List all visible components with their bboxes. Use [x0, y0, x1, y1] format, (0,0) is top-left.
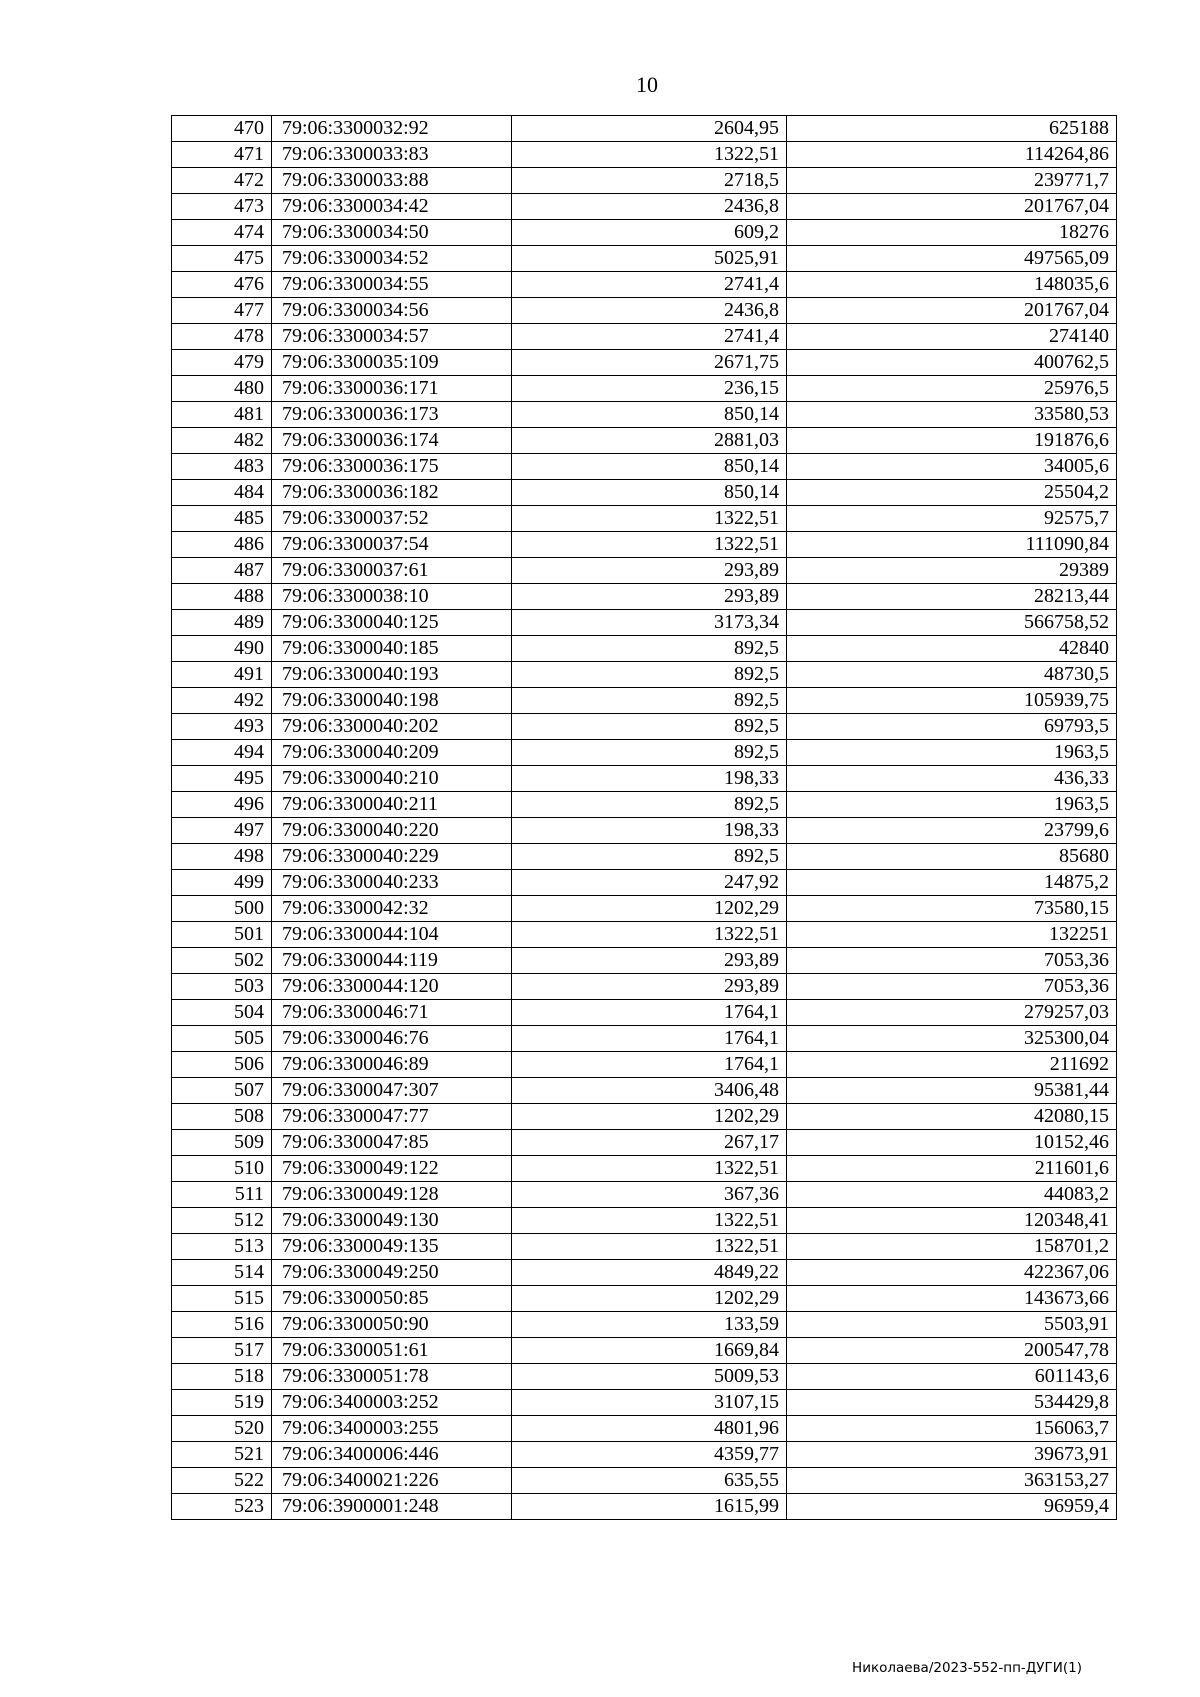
table-row — [172, 896, 1117, 922]
row-number-cell: 517 — [172, 1338, 272, 1364]
table-row — [172, 194, 1117, 220]
table-row — [172, 584, 1117, 610]
area-cell: 293,89 — [512, 584, 787, 610]
cadastral-number-cell: 79:06:3400006:446 — [272, 1442, 512, 1468]
cadastral-number-cell: 79:06:3300037:52 — [272, 506, 512, 532]
area-cell: 1322,51 — [512, 1234, 787, 1260]
table-row — [172, 818, 1117, 844]
row-number-cell: 513 — [172, 1234, 272, 1260]
value-cell: 625188 — [787, 116, 1117, 142]
area-cell: 1202,29 — [512, 896, 787, 922]
table-row — [172, 870, 1117, 896]
cadastral-number-cell: 79:06:3300049:250 — [272, 1260, 512, 1286]
row-number-cell: 493 — [172, 714, 272, 740]
area-cell: 2436,8 — [512, 194, 787, 220]
cadastral-number-cell: 79:06:3300051:61 — [272, 1338, 512, 1364]
area-cell: 635,55 — [512, 1468, 787, 1494]
value-cell: 7053,36 — [787, 974, 1117, 1000]
cadastral-number-cell: 79:06:3300033:83 — [272, 142, 512, 168]
row-number-cell: 483 — [172, 454, 272, 480]
table-row — [172, 610, 1117, 636]
table-row — [172, 1000, 1117, 1026]
table-row — [172, 480, 1117, 506]
row-number-cell: 498 — [172, 844, 272, 870]
table-row — [172, 1338, 1117, 1364]
area-cell: 892,5 — [512, 688, 787, 714]
cadastral-number-cell: 79:06:3300038:10 — [272, 584, 512, 610]
value-cell: 25976,5 — [787, 376, 1117, 402]
table-row — [172, 1260, 1117, 1286]
row-number-cell: 484 — [172, 480, 272, 506]
row-number-cell: 486 — [172, 532, 272, 558]
value-cell: 33580,53 — [787, 402, 1117, 428]
area-cell: 1322,51 — [512, 506, 787, 532]
cadastral-number-cell: 79:06:3300046:76 — [272, 1026, 512, 1052]
cadastral-number-cell: 79:06:3300044:119 — [272, 948, 512, 974]
table-row — [172, 168, 1117, 194]
table-row — [172, 220, 1117, 246]
value-cell: 363153,27 — [787, 1468, 1117, 1494]
value-cell: 1963,5 — [787, 740, 1117, 766]
cadastral-number-cell: 79:06:3300040:220 — [272, 818, 512, 844]
area-cell: 1322,51 — [512, 1156, 787, 1182]
area-cell: 4359,77 — [512, 1442, 787, 1468]
value-cell: 201767,04 — [787, 194, 1117, 220]
value-cell: 279257,03 — [787, 1000, 1117, 1026]
cadastral-number-cell: 79:06:3300040:202 — [272, 714, 512, 740]
row-number-cell: 516 — [172, 1312, 272, 1338]
row-number-cell: 521 — [172, 1442, 272, 1468]
cadastral-number-cell: 79:06:3300040:233 — [272, 870, 512, 896]
value-cell: 601143,6 — [787, 1364, 1117, 1390]
area-cell: 1322,51 — [512, 922, 787, 948]
row-number-cell: 512 — [172, 1208, 272, 1234]
area-cell: 293,89 — [512, 558, 787, 584]
value-cell: 201767,04 — [787, 298, 1117, 324]
cadastral-number-cell: 79:06:3900001:248 — [272, 1494, 512, 1520]
table-row — [172, 1052, 1117, 1078]
cadastral-number-cell: 79:06:3300051:78 — [272, 1364, 512, 1390]
row-number-cell: 505 — [172, 1026, 272, 1052]
table-row — [172, 350, 1117, 376]
row-number-cell: 479 — [172, 350, 272, 376]
page-number: 10 — [636, 72, 658, 97]
table-row — [172, 1286, 1117, 1312]
cadastral-table — [171, 115, 1117, 1520]
row-number-cell: 501 — [172, 922, 272, 948]
area-cell: 892,5 — [512, 844, 787, 870]
area-cell: 2881,03 — [512, 428, 787, 454]
table-row — [172, 1494, 1117, 1520]
value-cell: 42080,15 — [787, 1104, 1117, 1130]
table-row — [172, 636, 1117, 662]
table-row — [172, 324, 1117, 350]
row-number-cell: 489 — [172, 610, 272, 636]
value-cell: 69793,5 — [787, 714, 1117, 740]
value-cell: 1963,5 — [787, 792, 1117, 818]
row-number-cell: 520 — [172, 1416, 272, 1442]
area-cell: 1322,51 — [512, 142, 787, 168]
area-cell: 1202,29 — [512, 1104, 787, 1130]
row-number-cell: 474 — [172, 220, 272, 246]
value-cell: 18276 — [787, 220, 1117, 246]
value-cell: 73580,15 — [787, 896, 1117, 922]
table-row — [172, 1468, 1117, 1494]
value-cell: 92575,7 — [787, 506, 1117, 532]
row-number-cell: 506 — [172, 1052, 272, 1078]
area-cell: 133,59 — [512, 1312, 787, 1338]
row-number-cell: 475 — [172, 246, 272, 272]
table-row — [172, 116, 1117, 142]
area-cell: 1322,51 — [512, 1208, 787, 1234]
row-number-cell: 518 — [172, 1364, 272, 1390]
value-cell: 44083,2 — [787, 1182, 1117, 1208]
table-row — [172, 1208, 1117, 1234]
table-row — [172, 298, 1117, 324]
table-row — [172, 948, 1117, 974]
table-row — [172, 1416, 1117, 1442]
row-number-cell: 500 — [172, 896, 272, 922]
cadastral-number-cell: 79:06:3300036:175 — [272, 454, 512, 480]
cadastral-number-cell: 79:06:3300040:210 — [272, 766, 512, 792]
area-cell: 1764,1 — [512, 1000, 787, 1026]
value-cell: 497565,09 — [787, 246, 1117, 272]
table-row — [172, 766, 1117, 792]
area-cell: 2718,5 — [512, 168, 787, 194]
row-number-cell: 492 — [172, 688, 272, 714]
row-number-cell: 472 — [172, 168, 272, 194]
area-cell: 892,5 — [512, 662, 787, 688]
value-cell: 29389 — [787, 558, 1117, 584]
cadastral-number-cell: 79:06:3300034:56 — [272, 298, 512, 324]
area-cell: 2604,95 — [512, 116, 787, 142]
cadastral-number-cell: 79:06:3300032:92 — [272, 116, 512, 142]
row-number-cell: 496 — [172, 792, 272, 818]
area-cell: 850,14 — [512, 480, 787, 506]
table-row — [172, 974, 1117, 1000]
value-cell: 158701,2 — [787, 1234, 1117, 1260]
row-number-cell: 502 — [172, 948, 272, 974]
area-cell: 892,5 — [512, 714, 787, 740]
value-cell: 48730,5 — [787, 662, 1117, 688]
cadastral-number-cell: 79:06:3300046:71 — [272, 1000, 512, 1026]
row-number-cell: 511 — [172, 1182, 272, 1208]
cadastral-number-cell: 79:06:3300049:122 — [272, 1156, 512, 1182]
value-cell: 96959,4 — [787, 1494, 1117, 1520]
value-cell: 25504,2 — [787, 480, 1117, 506]
table-row — [172, 272, 1117, 298]
row-number-cell: 523 — [172, 1494, 272, 1520]
cadastral-number-cell: 79:06:3400003:252 — [272, 1390, 512, 1416]
value-cell: 191876,6 — [787, 428, 1117, 454]
area-cell: 4801,96 — [512, 1416, 787, 1442]
cadastral-number-cell: 79:06:3300040:209 — [272, 740, 512, 766]
area-cell: 3173,34 — [512, 610, 787, 636]
area-cell: 850,14 — [512, 402, 787, 428]
cadastral-number-cell: 79:06:3300037:61 — [272, 558, 512, 584]
value-cell: 325300,04 — [787, 1026, 1117, 1052]
cadastral-number-cell: 79:06:3300044:104 — [272, 922, 512, 948]
value-cell: 28213,44 — [787, 584, 1117, 610]
table-row — [172, 1104, 1117, 1130]
row-number-cell: 508 — [172, 1104, 272, 1130]
cadastral-number-cell: 79:06:3300034:50 — [272, 220, 512, 246]
table-row — [172, 1312, 1117, 1338]
footer-document-id: Николаева/2023-552-пп-ДУГИ(1) — [852, 1660, 1082, 1676]
cadastral-number-cell: 79:06:3300034:57 — [272, 324, 512, 350]
table-row — [172, 142, 1117, 168]
table-row — [172, 506, 1117, 532]
row-number-cell: 487 — [172, 558, 272, 584]
area-cell: 267,17 — [512, 1130, 787, 1156]
table-row — [172, 376, 1117, 402]
area-cell: 892,5 — [512, 636, 787, 662]
cadastral-number-cell: 79:06:3300040:185 — [272, 636, 512, 662]
cadastral-number-cell: 79:06:3300034:52 — [272, 246, 512, 272]
row-number-cell: 504 — [172, 1000, 272, 1026]
value-cell: 422367,06 — [787, 1260, 1117, 1286]
cadastral-number-cell: 79:06:3300040:125 — [272, 610, 512, 636]
cadastral-number-cell: 79:06:3300040:229 — [272, 844, 512, 870]
row-number-cell: 491 — [172, 662, 272, 688]
area-cell: 5025,91 — [512, 246, 787, 272]
value-cell: 105939,75 — [787, 688, 1117, 714]
area-cell: 850,14 — [512, 454, 787, 480]
table-row — [172, 922, 1117, 948]
area-cell: 1202,29 — [512, 1286, 787, 1312]
value-cell: 10152,46 — [787, 1130, 1117, 1156]
table-body — [172, 116, 1117, 1520]
row-number-cell: 515 — [172, 1286, 272, 1312]
area-cell: 2436,8 — [512, 298, 787, 324]
row-number-cell: 471 — [172, 142, 272, 168]
table-row — [172, 1130, 1117, 1156]
cadastral-number-cell: 79:06:3300035:109 — [272, 350, 512, 376]
value-cell: 95381,44 — [787, 1078, 1117, 1104]
table-row — [172, 1234, 1117, 1260]
row-number-cell: 476 — [172, 272, 272, 298]
cadastral-number-cell: 79:06:3300049:128 — [272, 1182, 512, 1208]
table-row — [172, 688, 1117, 714]
value-cell: 23799,6 — [787, 818, 1117, 844]
table-row — [172, 844, 1117, 870]
area-cell: 892,5 — [512, 792, 787, 818]
cadastral-number-cell: 79:06:3300047:77 — [272, 1104, 512, 1130]
value-cell: 211692 — [787, 1052, 1117, 1078]
cadastral-number-cell: 79:06:3300050:85 — [272, 1286, 512, 1312]
value-cell: 111090,84 — [787, 532, 1117, 558]
row-number-cell: 480 — [172, 376, 272, 402]
cadastral-number-cell: 79:06:3300040:198 — [272, 688, 512, 714]
area-cell: 3406,48 — [512, 1078, 787, 1104]
row-number-cell: 497 — [172, 818, 272, 844]
value-cell: 34005,6 — [787, 454, 1117, 480]
table-row — [172, 1364, 1117, 1390]
row-number-cell: 503 — [172, 974, 272, 1000]
table-row — [172, 1078, 1117, 1104]
area-cell: 5009,53 — [512, 1364, 787, 1390]
cadastral-number-cell: 79:06:3300046:89 — [272, 1052, 512, 1078]
cadastral-number-cell: 79:06:3300049:130 — [272, 1208, 512, 1234]
area-cell: 1764,1 — [512, 1026, 787, 1052]
cadastral-number-cell: 79:06:3300036:171 — [272, 376, 512, 402]
row-number-cell: 495 — [172, 766, 272, 792]
area-cell: 609,2 — [512, 220, 787, 246]
area-cell: 1669,84 — [512, 1338, 787, 1364]
value-cell: 143673,66 — [787, 1286, 1117, 1312]
area-cell: 1322,51 — [512, 532, 787, 558]
value-cell: 132251 — [787, 922, 1117, 948]
row-number-cell: 510 — [172, 1156, 272, 1182]
row-number-cell: 499 — [172, 870, 272, 896]
table-row — [172, 558, 1117, 584]
cadastral-number-cell: 79:06:3300036:173 — [272, 402, 512, 428]
area-cell: 198,33 — [512, 818, 787, 844]
value-cell: 42840 — [787, 636, 1117, 662]
row-number-cell: 485 — [172, 506, 272, 532]
cadastral-number-cell: 79:06:3300034:55 — [272, 272, 512, 298]
table-row — [172, 792, 1117, 818]
value-cell: 566758,52 — [787, 610, 1117, 636]
value-cell: 148035,6 — [787, 272, 1117, 298]
table-row — [172, 428, 1117, 454]
table-row — [172, 714, 1117, 740]
table-row — [172, 532, 1117, 558]
row-number-cell: 494 — [172, 740, 272, 766]
cadastral-number-cell: 79:06:3300042:32 — [272, 896, 512, 922]
value-cell: 239771,7 — [787, 168, 1117, 194]
cadastral-number-cell: 79:06:3300044:120 — [272, 974, 512, 1000]
cadastral-number-cell: 79:06:3300034:42 — [272, 194, 512, 220]
table-row — [172, 740, 1117, 766]
cadastral-number-cell: 79:06:3300050:90 — [272, 1312, 512, 1338]
value-cell: 274140 — [787, 324, 1117, 350]
area-cell: 2741,4 — [512, 272, 787, 298]
row-number-cell: 481 — [172, 402, 272, 428]
cadastral-number-cell: 79:06:3300047:85 — [272, 1130, 512, 1156]
cadastral-number-cell: 79:06:3400003:255 — [272, 1416, 512, 1442]
row-number-cell: 473 — [172, 194, 272, 220]
value-cell: 85680 — [787, 844, 1117, 870]
row-number-cell: 509 — [172, 1130, 272, 1156]
value-cell: 7053,36 — [787, 948, 1117, 974]
table-row — [172, 1156, 1117, 1182]
area-cell: 236,15 — [512, 376, 787, 402]
cadastral-number-cell: 79:06:3400021:226 — [272, 1468, 512, 1494]
table-row — [172, 1390, 1117, 1416]
row-number-cell: 478 — [172, 324, 272, 350]
value-cell: 534429,8 — [787, 1390, 1117, 1416]
area-cell: 247,92 — [512, 870, 787, 896]
table-row — [172, 1442, 1117, 1468]
area-cell: 892,5 — [512, 740, 787, 766]
cadastral-number-cell: 79:06:3300036:174 — [272, 428, 512, 454]
area-cell: 293,89 — [512, 948, 787, 974]
row-number-cell: 507 — [172, 1078, 272, 1104]
value-cell: 211601,6 — [787, 1156, 1117, 1182]
cadastral-number-cell: 79:06:3300040:211 — [272, 792, 512, 818]
cadastral-number-cell: 79:06:3300033:88 — [272, 168, 512, 194]
table-row — [172, 662, 1117, 688]
area-cell: 198,33 — [512, 766, 787, 792]
value-cell: 400762,5 — [787, 350, 1117, 376]
value-cell: 156063,7 — [787, 1416, 1117, 1442]
table-row — [172, 1026, 1117, 1052]
area-cell: 2741,4 — [512, 324, 787, 350]
area-cell: 2671,75 — [512, 350, 787, 376]
table-row — [172, 246, 1117, 272]
value-cell: 200547,78 — [787, 1338, 1117, 1364]
value-cell: 436,33 — [787, 766, 1117, 792]
cadastral-number-cell: 79:06:3300040:193 — [272, 662, 512, 688]
value-cell: 14875,2 — [787, 870, 1117, 896]
value-cell: 120348,41 — [787, 1208, 1117, 1234]
table-row — [172, 454, 1117, 480]
cadastral-number-cell: 79:06:3300037:54 — [272, 532, 512, 558]
area-cell: 367,36 — [512, 1182, 787, 1208]
area-cell: 4849,22 — [512, 1260, 787, 1286]
value-cell: 114264,86 — [787, 142, 1117, 168]
cadastral-number-cell: 79:06:3300047:307 — [272, 1078, 512, 1104]
value-cell: 5503,91 — [787, 1312, 1117, 1338]
cadastral-number-cell: 79:06:3300036:182 — [272, 480, 512, 506]
row-number-cell: 519 — [172, 1390, 272, 1416]
row-number-cell: 488 — [172, 584, 272, 610]
row-number-cell: 477 — [172, 298, 272, 324]
area-cell: 1764,1 — [512, 1052, 787, 1078]
table-row — [172, 1182, 1117, 1208]
row-number-cell: 470 — [172, 116, 272, 142]
area-cell: 293,89 — [512, 974, 787, 1000]
row-number-cell: 482 — [172, 428, 272, 454]
row-number-cell: 514 — [172, 1260, 272, 1286]
cadastral-number-cell: 79:06:3300049:135 — [272, 1234, 512, 1260]
area-cell: 1615,99 — [512, 1494, 787, 1520]
value-cell: 39673,91 — [787, 1442, 1117, 1468]
row-number-cell: 490 — [172, 636, 272, 662]
area-cell: 3107,15 — [512, 1390, 787, 1416]
table-row — [172, 402, 1117, 428]
row-number-cell: 522 — [172, 1468, 272, 1494]
